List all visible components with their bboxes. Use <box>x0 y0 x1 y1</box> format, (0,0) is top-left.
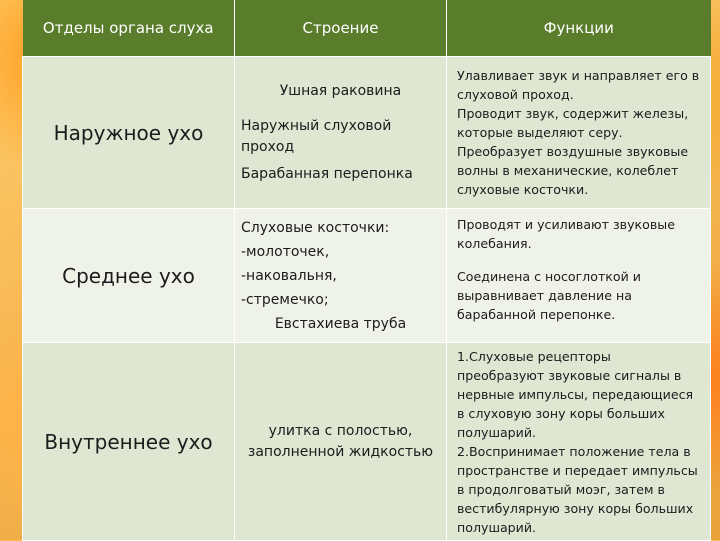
function-line: Соединена с носоглоткой и <box>457 269 641 284</box>
table-row <box>23 209 711 343</box>
function-line: нервные импульсы, передающиеся <box>457 386 694 402</box>
function-line: Проводят и усиливают звуковые <box>457 217 675 232</box>
structure-line: Наружный слуховой <box>241 117 392 134</box>
header-functions: Функции <box>447 0 711 57</box>
function-line: Преобразует воздушные звуковые <box>457 144 689 159</box>
function-line: полушарий. <box>457 519 537 535</box>
structure-line: проход <box>241 138 295 155</box>
header-structure: Строение <box>235 0 447 57</box>
structure-line: -молоточек, <box>241 243 330 260</box>
structure-line: Слуховые косточки: <box>241 219 390 236</box>
function-line: полушарий. <box>457 424 537 440</box>
function-line: колебания. <box>457 236 532 251</box>
function-line: 1.Слуховые рецепторы <box>457 348 611 364</box>
function-line: пространстве и передает импульсы <box>457 462 698 478</box>
function-line: Проводит звук, содержит железы, <box>457 106 689 121</box>
function-line: волны в механические, колеблет <box>457 163 679 178</box>
hearing-organ-table <box>22 0 711 541</box>
functions-outer-ear <box>447 57 711 209</box>
structure-middle-ear <box>235 209 447 343</box>
part-outer-ear: Наружное ухо <box>23 57 235 209</box>
part-inner-ear: Внутреннее ухо <box>23 343 235 541</box>
structure-line: Ушная раковина <box>279 82 402 99</box>
structure-line: улитка с полостью, <box>268 422 413 439</box>
table-header-row <box>23 0 711 57</box>
structure-line: -стремечко; <box>241 291 329 308</box>
structure-inner-ear <box>235 343 447 541</box>
functions-inner-ear <box>447 343 711 541</box>
table-row <box>23 57 711 209</box>
structure-line: Барабанная перепонка <box>241 165 413 182</box>
function-line: 2.Воспринимает положение тела в <box>457 443 691 459</box>
structure-line: заполненной жидкостью <box>247 443 434 460</box>
functions-middle-ear <box>447 209 711 343</box>
structure-outer-ear <box>235 57 447 209</box>
structure-line: -наковальня, <box>241 267 337 284</box>
header-sections: Отделы органа слуха <box>23 0 235 57</box>
function-line: в слуховую зону коры больших <box>457 405 665 421</box>
function-line: в продолговатый моэг, затем в <box>457 481 665 497</box>
function-line: преобразуют звуковые сигналы в <box>457 367 682 383</box>
function-line: которые выделяют серу. <box>457 125 623 140</box>
table-row <box>23 343 711 541</box>
part-middle-ear: Среднее ухо <box>23 209 235 343</box>
function-line: барабанной перепонке. <box>457 307 616 322</box>
function-line: слуховой проход. <box>457 87 574 102</box>
function-line: вестибулярную зону коры больших <box>457 500 694 516</box>
function-line: слуховые косточки. <box>457 182 589 197</box>
function-line: выравнивает давление на <box>457 288 632 303</box>
structure-line: Евстахиева труба <box>274 315 407 332</box>
function-line: Улавливает звук и направляет его в <box>457 68 700 83</box>
